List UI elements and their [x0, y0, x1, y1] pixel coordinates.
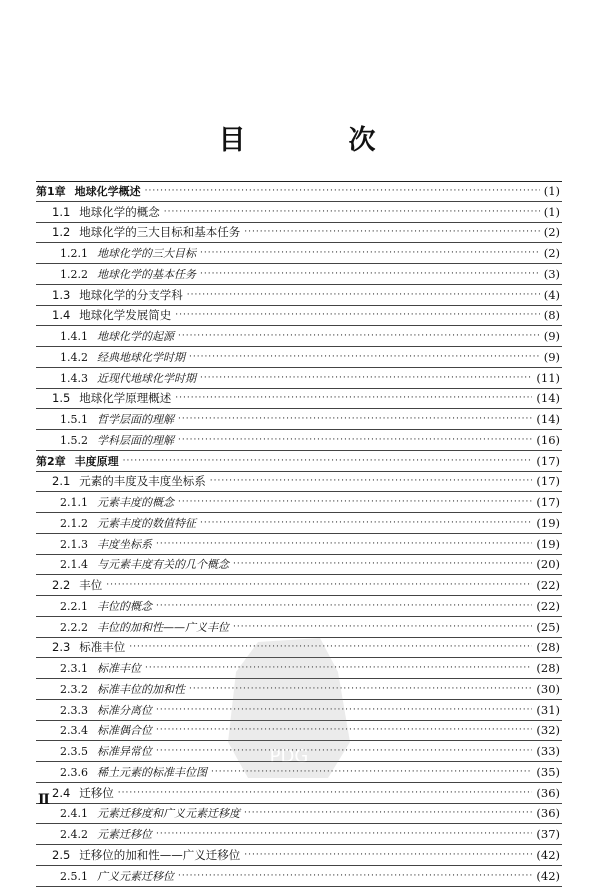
- dot-leader: [189, 352, 540, 362]
- toc-entry-label: [36, 432, 174, 448]
- dot-leader: [156, 601, 532, 611]
- toc-entry-title: 标准异常位: [97, 745, 152, 759]
- toc-entry-title: 标准分离位: [97, 703, 152, 717]
- toc-entry-number: 2.5.1: [60, 869, 88, 883]
- toc-entry-number: 1.1: [52, 204, 71, 219]
- toc-entry-number: 1.4.3: [60, 371, 88, 385]
- toc-page-number: (1): [543, 204, 560, 219]
- toc-subsection-row[interactable]: [36, 492, 562, 513]
- toc-entry-number: 2.4.1: [60, 807, 88, 821]
- dot-leader: [123, 456, 533, 466]
- toc-entry-title: 丰位的加和性——广义丰位: [97, 620, 229, 634]
- dot-leader: [200, 373, 532, 383]
- toc-chapter-row[interactable]: [36, 181, 562, 202]
- toc-entry-number: 2.1: [52, 474, 71, 489]
- toc-page-number: (14): [536, 412, 560, 427]
- toc-entry-label: [36, 743, 152, 759]
- toc-entry-title: 丰度坐标系: [97, 537, 152, 551]
- dot-leader: [233, 559, 532, 569]
- toc-entry-label: [36, 515, 196, 531]
- toc-entry-title: 地球化学的三大目标和基本任务: [79, 225, 241, 240]
- toc-subsection-row[interactable]: [36, 368, 562, 389]
- toc-entry-number: 2.1.4: [60, 558, 88, 572]
- toc-page-number: (30): [536, 681, 560, 696]
- toc-entry-number: 1.2.2: [60, 267, 88, 281]
- dot-leader: [156, 829, 532, 839]
- dot-leader: [156, 539, 532, 549]
- toc-page-number: (31): [536, 702, 560, 717]
- toc-entry-label: [36, 390, 171, 406]
- dot-leader: [145, 186, 540, 196]
- toc-subsection-row[interactable]: [36, 555, 562, 576]
- dot-leader: [187, 290, 540, 300]
- toc-page-number: (1): [543, 183, 560, 198]
- toc-entry-title: 稀土元素的标准丰位图: [97, 765, 207, 779]
- toc-section-row[interactable]: [36, 306, 562, 327]
- dot-leader: [178, 331, 540, 341]
- toc-entry-title: 丰度原理: [74, 454, 119, 468]
- toc-entry-number: 2.3.4: [60, 724, 88, 738]
- dot-leader: [178, 497, 532, 507]
- dot-leader: [175, 393, 532, 403]
- toc-entry-number: 2.1.1: [60, 496, 88, 510]
- toc-entry-label: [36, 453, 119, 469]
- toc-entry-title: 经典地球化学时期: [97, 350, 185, 364]
- dot-leader: [244, 227, 539, 237]
- toc-entry-label: [36, 702, 152, 718]
- toc-entry-label: [36, 868, 174, 884]
- toc-subsection-row[interactable]: [36, 804, 562, 825]
- watermark-seal-icon: [218, 632, 360, 782]
- toc-entry-title: 地球化学的三大目标: [97, 247, 196, 261]
- toc-entry-number: 1.2: [52, 225, 71, 240]
- toc-page-number: (11): [536, 370, 560, 385]
- toc-section-row[interactable]: [36, 223, 562, 244]
- toc-entry-title: 哲学层面的理解: [97, 413, 174, 427]
- toc-page-number: (17): [536, 495, 560, 510]
- toc-entry-title: 地球化学原理概述: [79, 391, 172, 406]
- toc-page-number: (3): [543, 266, 560, 281]
- toc-page-number: (9): [543, 329, 560, 344]
- toc-chapter-row[interactable]: [36, 451, 562, 472]
- toc-subsection-row[interactable]: [36, 243, 562, 264]
- toc-page-number: (9): [543, 349, 560, 364]
- toc-entry-label: [36, 307, 171, 323]
- toc-section-row[interactable]: [36, 389, 562, 410]
- toc-entry-title: 地球化学的概念: [79, 204, 160, 219]
- toc-entry-label: [36, 204, 160, 220]
- dot-leader: [178, 871, 532, 881]
- dot-leader: [175, 310, 539, 320]
- toc-entry-label: [36, 619, 229, 635]
- toc-page-number: (17): [536, 453, 560, 468]
- toc-subsection-row[interactable]: [36, 824, 562, 845]
- toc-entry-number: 2.3.1: [60, 662, 88, 676]
- toc-entry-title: 学科层面的理解: [97, 433, 174, 447]
- toc-entry-label: [36, 556, 229, 572]
- toc-entry-number: 2.3.3: [60, 703, 88, 717]
- toc-page-number: (37): [536, 827, 560, 842]
- toc-entry-title: 迁移位的加和性——广义迁移位: [79, 847, 241, 862]
- toc-entry-title: 地球化学的基本任务: [97, 267, 196, 281]
- toc-entry-title: 地球化学的分支学科: [79, 287, 183, 302]
- toc-page-number: (2): [543, 246, 560, 261]
- dot-leader: [178, 435, 532, 445]
- page-title: 目 次: [218, 125, 414, 156]
- toc-entry-title: 元素迁移度和广义元素迁移度: [97, 807, 240, 821]
- toc-entry-title: 迁移位: [79, 785, 114, 800]
- toc-entry-number: 1.4: [52, 308, 71, 323]
- toc-page-number: (36): [536, 806, 560, 821]
- dot-leader: [244, 850, 532, 860]
- toc-page-number: (28): [536, 640, 560, 655]
- dot-leader: [233, 622, 532, 632]
- toc-page-number: (14): [536, 391, 560, 406]
- toc-entry-label: [36, 473, 206, 489]
- toc-page-number: (19): [536, 536, 560, 551]
- toc-entry-title: 元素丰度的数值特征: [97, 516, 196, 530]
- dot-leader: [210, 476, 533, 486]
- toc-section-row[interactable]: [36, 285, 562, 306]
- dot-leader: [178, 414, 532, 424]
- toc-entry-title: 丰位的概念: [97, 599, 152, 613]
- toc-entry-label: [36, 847, 240, 863]
- toc-entry-number: 2.3.6: [60, 765, 88, 779]
- toc-page-number: (17): [536, 474, 560, 489]
- toc-subsection-row[interactable]: [36, 347, 562, 368]
- toc-page-number: (33): [536, 744, 560, 759]
- toc-entry-number: 2.3: [52, 640, 71, 655]
- toc-entry-label: [36, 266, 196, 282]
- toc-entry-label: [36, 494, 174, 510]
- toc-entry-title: 元素迁移位: [97, 828, 152, 842]
- toc-section-row[interactable]: [36, 783, 562, 804]
- toc-entry-title: 标准丰位: [79, 640, 126, 655]
- toc-entry-title: 丰位: [79, 578, 103, 593]
- toc-entry-number: 2.1.3: [60, 537, 88, 551]
- dot-leader: [164, 207, 540, 217]
- toc-entry-number: 2.3.2: [60, 682, 88, 696]
- toc-entry-number: 2.2.2: [60, 620, 88, 634]
- toc-entry-number: 1.3: [52, 287, 71, 302]
- toc-entry-title: 标准丰位的加和性: [97, 682, 185, 696]
- toc-page-number: (36): [536, 785, 560, 800]
- toc-entry-label: [36, 722, 152, 738]
- toc-entry-title: 地球化学概述: [74, 184, 141, 198]
- toc-page-number: (25): [536, 619, 560, 634]
- toc-page-number: (2): [543, 225, 560, 240]
- toc-page-number: (19): [536, 515, 560, 530]
- toc-entry-label: [36, 287, 183, 303]
- toc-entry-number: 1.4.1: [60, 330, 88, 344]
- toc-entry-label: [36, 577, 102, 593]
- toc-page-number: (42): [536, 847, 560, 862]
- toc-entry-number: 2.2.1: [60, 599, 88, 613]
- toc-entry-number: 2.2: [52, 578, 71, 593]
- dot-leader: [200, 269, 540, 279]
- toc-subsection-row[interactable]: [36, 596, 562, 617]
- toc-subsection-row[interactable]: [36, 513, 562, 534]
- page-folio: Ⅱ: [38, 792, 50, 808]
- toc-entry-label: [36, 411, 174, 427]
- toc-page-number: (20): [536, 557, 560, 572]
- toc-page-number: (35): [536, 764, 560, 779]
- toc-page-number: (32): [536, 723, 560, 738]
- toc-entry-label: [36, 536, 152, 552]
- toc-entry-label: [36, 598, 152, 614]
- toc-entry-title: 地球化学发展简史: [79, 308, 172, 323]
- toc-entry-number: 2.4: [52, 785, 71, 800]
- toc-subsection-row[interactable]: [36, 866, 562, 887]
- toc-subsection-row[interactable]: [36, 264, 562, 285]
- toc-entry-number: 第2章: [36, 454, 66, 468]
- toc-section-row[interactable]: [36, 472, 562, 493]
- toc-subsection-row[interactable]: [36, 430, 562, 451]
- toc-entry-label: [36, 183, 141, 199]
- dot-leader: [200, 518, 532, 528]
- toc-entry-label: [36, 245, 196, 261]
- dot-leader: [106, 580, 532, 590]
- toc-subsection-row[interactable]: [36, 534, 562, 555]
- toc-subsection-row[interactable]: [36, 409, 562, 430]
- toc-page-number: (42): [536, 868, 560, 883]
- toc-page-number: (16): [536, 432, 560, 447]
- dot-leader: [118, 788, 533, 798]
- toc-entry-title: 广义元素迁移位: [97, 869, 174, 883]
- toc-entry-number: 1.5.2: [60, 433, 88, 447]
- toc-entry-number: 2.4.2: [60, 828, 88, 842]
- toc-entry-label: [36, 224, 240, 240]
- toc-entry-label: [36, 764, 207, 780]
- toc-section-row[interactable]: [36, 202, 562, 223]
- toc-entry-title: 元素的丰度及丰度坐标系: [79, 474, 206, 489]
- toc-entry-title: 与元素丰度有关的几个概念: [97, 558, 229, 572]
- toc-page-number: (22): [536, 598, 560, 613]
- toc-entry-number: 1.4.2: [60, 350, 88, 364]
- toc-page-number: (22): [536, 578, 560, 593]
- toc-entry-number: 1.5.1: [60, 413, 88, 427]
- toc-page-number: (8): [543, 308, 560, 323]
- toc-entry-number: 1.2.1: [60, 247, 88, 261]
- dot-leader: [200, 248, 540, 258]
- toc-entry-number: 2.1.2: [60, 516, 88, 530]
- watermark-text: PDG: [269, 746, 309, 767]
- toc-page-number: (28): [536, 661, 560, 676]
- toc-entry-label: [36, 639, 125, 655]
- toc-entry-number: 第1章: [36, 184, 66, 198]
- toc-entry-label: [36, 349, 185, 365]
- toc-entry-label: [36, 660, 141, 676]
- toc-section-row[interactable]: [36, 845, 562, 866]
- toc-entry-title: 标准丰位: [97, 662, 141, 676]
- toc-entry-label: [36, 681, 185, 697]
- toc-entry-number: 2.5: [52, 847, 71, 862]
- toc-entry-title: 标准偶合位: [97, 724, 152, 738]
- toc-section-row[interactable]: [36, 575, 562, 596]
- toc-entry-title: 地球化学的起源: [97, 330, 174, 344]
- toc-entry-title: 近现代地球化学时期: [97, 371, 196, 385]
- toc-entry-title: 元素丰度的概念: [97, 496, 174, 510]
- toc-entry-number: 1.5: [52, 391, 71, 406]
- toc-page-number: (4): [543, 287, 560, 302]
- toc-entry-label: [36, 370, 196, 386]
- toc-entry-label: [36, 826, 152, 842]
- toc-entry-label: [36, 805, 240, 821]
- dot-leader: [244, 808, 532, 818]
- toc-subsection-row[interactable]: [36, 326, 562, 347]
- toc-entry-label: [36, 328, 174, 344]
- toc-entry-number: 2.3.5: [60, 745, 88, 759]
